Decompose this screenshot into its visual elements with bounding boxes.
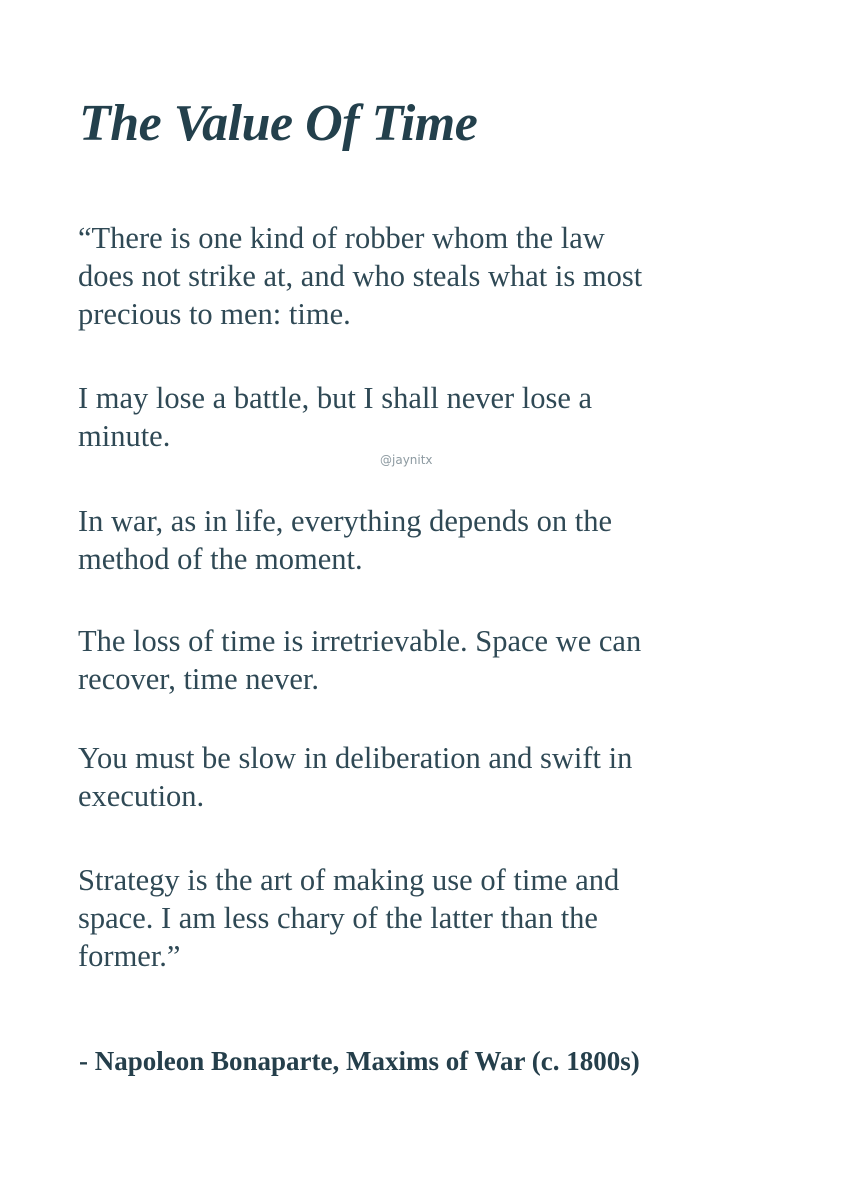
quote-line: The loss of time is irretrievable. Space we can: [78, 624, 642, 658]
quote-paragraph-5: [78, 739, 778, 815]
quote-line: method of the moment.: [78, 542, 363, 576]
quote-line: space. I am less chary of the latter than the: [78, 901, 598, 935]
quote-line: former.”: [78, 939, 181, 973]
quote-line: I may lose a battle, but I shall never lose a: [78, 381, 593, 415]
quote-paragraph-2: [78, 379, 778, 455]
quote-line: Strategy is the art of making use of time and: [78, 863, 620, 897]
quote-line: precious to men: time.: [78, 297, 351, 331]
quote-attribution: - Napoleon Bonaparte, Maxims of War (c. 1800s): [79, 1046, 640, 1076]
quote-paragraph-6: [78, 861, 778, 975]
quote-line: You must be slow in deliberation and swift in: [78, 741, 633, 775]
quote-line: does not strike at, and who steals what is most: [78, 259, 643, 293]
quote-line: In war, as in life, everything depends on the: [78, 504, 613, 538]
quote-line: recover, time never.: [78, 662, 319, 696]
quote-line: execution.: [78, 779, 205, 813]
quote-paragraph-1: [78, 219, 778, 333]
watermark-handle: @jaynitx: [380, 453, 433, 467]
quote-paragraph-3: [78, 502, 778, 578]
quote-paragraph-4: [78, 622, 778, 698]
quote-line: minute.: [78, 419, 171, 453]
quote-line: “There is one kind of robber whom the law: [78, 221, 605, 255]
page-title: The Value Of Time: [79, 95, 478, 152]
